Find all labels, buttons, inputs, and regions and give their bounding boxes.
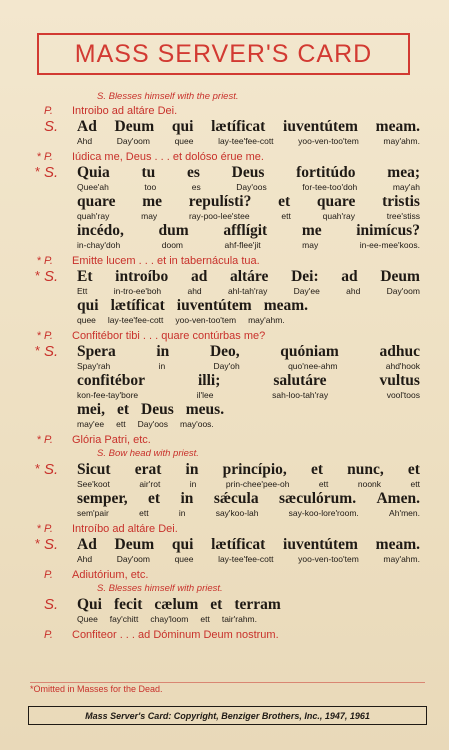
- latin-word: et: [210, 596, 223, 613]
- pronunciation-word: ahd: [187, 286, 202, 296]
- pronunciation-word: Ahd: [77, 136, 93, 146]
- latin-words: [77, 222, 420, 239]
- pronunciation-word: doom: [161, 240, 183, 250]
- pronunciation-word: ett: [116, 419, 126, 429]
- server-line: [0, 461, 449, 478]
- pronunciation-word: Day'ee: [293, 286, 320, 296]
- latin-word: cælum: [154, 596, 199, 613]
- latin-words: [77, 193, 420, 210]
- latin-word: Deum: [380, 268, 420, 285]
- omit-mark: *: [35, 164, 41, 179]
- pronunciation-line: [0, 553, 449, 565]
- pronunciation-word: quah'ray: [322, 211, 355, 221]
- latin-words: [77, 268, 420, 285]
- pronunciation-line: [0, 285, 449, 297]
- pronunciation-word: in-chay'doh: [77, 240, 121, 250]
- omit-mark: *: [37, 434, 42, 446]
- pronunciation-words: [77, 135, 420, 147]
- server-line: [0, 118, 449, 135]
- pronunciation-word: tair'rahm.: [221, 614, 257, 624]
- pronunciation-line: [0, 389, 449, 401]
- latin-word: sæculórum.: [279, 490, 357, 507]
- pronunciation-word: Ahd: [77, 554, 93, 564]
- pronunciation-word: may: [302, 240, 319, 250]
- server-label: S.: [44, 343, 59, 360]
- latin-words: [77, 461, 420, 478]
- latin-word: in: [156, 343, 170, 360]
- latin-word: in: [180, 490, 194, 507]
- card-content: [0, 90, 449, 642]
- latin-word: Deus: [141, 401, 174, 418]
- latin-word: illi;: [198, 372, 221, 389]
- latin-word: Deo,: [209, 343, 240, 360]
- priest-line: [0, 433, 449, 447]
- pronunciation-word: il'lee: [196, 390, 214, 400]
- latin-word: in: [185, 461, 199, 478]
- latin-word: salutáre: [273, 372, 327, 389]
- latin-word: terram: [234, 596, 281, 613]
- priest-label: P.: [44, 330, 53, 342]
- pronunciation-words: [77, 478, 420, 490]
- priest-text: Glória Patri, etc.: [72, 434, 151, 446]
- priest-line: [0, 628, 449, 642]
- latin-words: [77, 490, 420, 507]
- latin-word: quare: [77, 193, 116, 210]
- pronunciation-line: [0, 418, 449, 430]
- pronunciation-line: [0, 507, 449, 519]
- pronunciation-line: [0, 613, 449, 625]
- priest-label: P.: [44, 523, 53, 535]
- latin-word: et: [116, 401, 130, 418]
- latin-word: et: [310, 461, 323, 478]
- priest-line: [0, 254, 449, 268]
- pronunciation-word: for-tee-too'doh: [302, 182, 358, 192]
- pronunciation-word: Ett: [77, 286, 88, 296]
- latin-word: lætíficat: [211, 536, 266, 553]
- priest-label: P.: [44, 629, 53, 641]
- latin-word: meam.: [375, 118, 420, 135]
- pronunciation-word: yoo-ven-too'tem: [175, 315, 237, 325]
- pronunciation-word: yoo-ven-too'tem: [298, 554, 359, 564]
- pronunciation-words: [77, 285, 420, 297]
- priest-line: [0, 329, 449, 343]
- latin-word: mei,: [77, 401, 105, 418]
- pronunciation-word: tree'stiss: [386, 211, 420, 221]
- latin-word: confitébor: [77, 372, 146, 389]
- latin-words: [77, 164, 420, 181]
- latin-word: erat: [134, 461, 162, 478]
- pronunciation-words: [77, 314, 420, 326]
- pronunciation-word: quah'ray: [77, 211, 110, 221]
- latin-word: dum: [158, 222, 189, 239]
- latin-word: Ad: [77, 118, 97, 135]
- pronunciation-word: ahf-flee'jit: [224, 240, 261, 250]
- latin-word: ad: [341, 268, 358, 285]
- omit-mark: *: [37, 523, 42, 535]
- priest-label: P.: [44, 151, 53, 163]
- omit-mark: *: [35, 536, 41, 551]
- pronunciation-word: kon-fee-tay'bore: [77, 390, 139, 400]
- latin-word: me: [142, 193, 163, 210]
- priest-line: [0, 568, 449, 582]
- rubric: S. Blesses himself with priest.: [97, 583, 223, 594]
- pronunciation-word: may'ahm.: [383, 136, 420, 146]
- rubric: S. Bow head with priest.: [97, 448, 199, 459]
- server-label: S.: [44, 536, 59, 553]
- pronunciation-word: Day'oom: [386, 286, 420, 296]
- latin-word: iuventútem: [283, 118, 358, 135]
- priest-text: Emitte lucem . . . et in tabernácula tua.: [72, 255, 260, 267]
- latin-word: incédo,: [77, 222, 124, 239]
- latin-word: mea;: [387, 164, 420, 181]
- pronunciation-word: may'ahm.: [248, 315, 285, 325]
- pronunciation-line: [0, 360, 449, 372]
- pronunciation-line: [0, 181, 449, 193]
- latin-word: Deum: [114, 118, 155, 135]
- pronunciation-word: Day'oom: [116, 554, 150, 564]
- pronunciation-word: Ah'men.: [389, 508, 420, 518]
- priest-label: P.: [44, 434, 53, 446]
- latin-word: altáre: [229, 268, 269, 285]
- pronunciation-word: ett: [200, 614, 210, 624]
- server-line: [0, 490, 449, 507]
- pronunciation-word: sem'pair: [77, 508, 109, 518]
- pronunciation-word: ray-poo-lee'stee: [188, 211, 250, 221]
- pronunciation-word: Spay'rah: [77, 361, 111, 371]
- latin-words: [77, 343, 420, 360]
- pronunciation-word: may'ahm.: [383, 554, 420, 564]
- pronunciation-words: [77, 181, 420, 193]
- latin-word: Deum: [114, 536, 155, 553]
- latin-words: [77, 372, 420, 389]
- pronunciation-word: ett: [139, 508, 149, 518]
- latin-word: afflígit: [223, 222, 268, 239]
- latin-word: Quia: [77, 164, 110, 181]
- omit-mark: *: [35, 268, 41, 283]
- latin-word: meus.: [185, 401, 225, 418]
- latin-word: es: [187, 164, 200, 181]
- pronunciation-word: ahl-tah'ray: [227, 286, 268, 296]
- pronunciation-words: [77, 389, 420, 401]
- server-label: S.: [44, 268, 59, 285]
- latin-word: semper,: [77, 490, 128, 507]
- priest-text: Iúdica me, Deus . . . et dolóso érue me.: [72, 151, 264, 163]
- pronunciation-word: ahd'hook: [385, 361, 420, 371]
- server-line: [0, 343, 449, 360]
- pronunciation-words: [77, 613, 420, 625]
- pronunciation-line: [0, 239, 449, 251]
- priest-text: Introíbo ad altáre Dei.: [72, 523, 178, 535]
- pronunciation-word: in-ee-mee'koos.: [359, 240, 420, 250]
- priest-line: [0, 104, 449, 118]
- pronunciation-word: ett: [318, 479, 329, 489]
- card-title: MASS SERVER'S CARD: [74, 39, 373, 68]
- latin-word: quare: [316, 193, 356, 210]
- latin-word: Et: [77, 268, 93, 285]
- latin-word: qui: [171, 536, 194, 553]
- pronunciation-words: [77, 418, 420, 430]
- pronunciation-word: yoo-ven-too'tem: [298, 136, 359, 146]
- latin-word: lætíficat: [211, 118, 266, 135]
- pronunciation-word: lay-tee'fee-cott: [218, 554, 274, 564]
- latin-word: fortitúdo: [296, 164, 356, 181]
- pronunciation-word: may'oos.: [180, 419, 214, 429]
- server-line: [0, 536, 449, 553]
- latin-word: iuventútem: [283, 536, 358, 553]
- pronunciation-word: in-tro-ee'boh: [113, 286, 162, 296]
- server-label: S.: [44, 596, 59, 613]
- latin-word: Qui: [77, 596, 102, 613]
- pronunciation-line: [0, 135, 449, 147]
- pronunciation-words: [77, 210, 420, 222]
- pronunciation-word: lay-tee'fee-cott: [107, 315, 164, 325]
- pronunciation-word: See'koot: [77, 479, 110, 489]
- pronunciation-word: es: [191, 182, 201, 192]
- pronunciation-word: chay'loom: [150, 614, 189, 624]
- footnote: *Omitted in Masses for the Dead.: [30, 684, 163, 694]
- latin-word: fecit: [113, 596, 143, 613]
- latin-word: Deus: [231, 164, 265, 181]
- title-box: [37, 33, 410, 75]
- server-line: [0, 193, 449, 210]
- latin-words: [77, 596, 420, 613]
- rubric: S. Blesses himself with the priest.: [97, 91, 239, 102]
- latin-word: vultus: [379, 372, 420, 389]
- latin-word: ad: [190, 268, 208, 285]
- latin-word: introíbo: [115, 268, 169, 285]
- priest-text: Introibo ad altáre Dei.: [72, 105, 178, 117]
- pronunciation-word: quee: [77, 315, 96, 325]
- server-label: S.: [44, 164, 59, 181]
- footnote-divider: [30, 682, 425, 683]
- pronunciation-word: Day'oos: [137, 419, 169, 429]
- pronunciation-words: [77, 507, 420, 519]
- omit-mark: *: [37, 151, 42, 163]
- latin-word: adhuc: [379, 343, 420, 360]
- latin-word: qui: [171, 118, 194, 135]
- latin-word: princípio,: [222, 461, 287, 478]
- latin-word: Sicut: [77, 461, 111, 478]
- pronunciation-word: quo'nee-ahm: [288, 361, 338, 371]
- omit-mark: *: [37, 255, 42, 267]
- latin-word: iuventútem: [176, 297, 252, 314]
- priest-text: Confitébor tibi . . . quare contúrbas me?: [72, 330, 266, 342]
- omit-mark: *: [35, 461, 41, 476]
- pronunciation-word: prin-chee'pee-oh: [225, 479, 290, 489]
- pronunciation-word: Quee: [77, 614, 98, 624]
- pronunciation-word: ett: [410, 479, 420, 489]
- latin-word: Spera: [77, 343, 116, 360]
- pronunciation-word: too: [144, 182, 157, 192]
- copyright-text: Mass Server's Card: Copyright, Benziger Brothers, Inc., 1947, 1961: [85, 710, 370, 721]
- pronunciation-words: [77, 239, 420, 251]
- pronunciation-word: in: [189, 479, 197, 489]
- server-line: [0, 596, 449, 613]
- pronunciation-word: vool'toos: [386, 390, 420, 400]
- pronunciation-word: lay-tee'fee-cott: [218, 136, 274, 146]
- pronunciation-word: noonk: [357, 479, 382, 489]
- pronunciation-words: [77, 553, 420, 565]
- latin-word: meam.: [263, 297, 309, 314]
- priest-line: [0, 150, 449, 164]
- pronunciation-word: quee: [174, 136, 194, 146]
- latin-word: quóniam: [280, 343, 339, 360]
- pronunciation-word: Quee'ah: [77, 182, 109, 192]
- latin-word: tristis: [382, 193, 420, 210]
- server-line: [0, 297, 449, 314]
- omit-mark: *: [37, 330, 42, 342]
- priest-line: [0, 522, 449, 536]
- pronunciation-word: may'ah: [392, 182, 420, 192]
- latin-word: sǽcula: [213, 490, 259, 507]
- latin-words: [77, 297, 420, 314]
- pronunciation-line: [0, 314, 449, 326]
- pronunciation-word: Day'oos: [236, 182, 267, 192]
- pronunciation-word: fay'chitt: [109, 614, 139, 624]
- pronunciation-word: may'ee: [77, 419, 105, 429]
- latin-word: meam.: [375, 536, 420, 553]
- server-label: S.: [44, 461, 59, 478]
- latin-word: et: [278, 193, 291, 210]
- latin-word: qui: [77, 297, 99, 314]
- pronunciation-line: [0, 210, 449, 222]
- latin-word: inimícus?: [356, 222, 420, 239]
- pronunciation-word: may: [141, 211, 158, 221]
- pronunciation-word: ahd: [346, 286, 361, 296]
- latin-word: Ad: [77, 536, 97, 553]
- server-line: [0, 164, 449, 181]
- latin-word: nunc,: [347, 461, 384, 478]
- latin-word: repulísti?: [188, 193, 252, 210]
- priest-text: Adiutórium, etc.: [72, 569, 149, 581]
- server-line: [0, 372, 449, 389]
- latin-words: [77, 401, 420, 418]
- latin-words: [77, 118, 420, 135]
- pronunciation-word: air'rot: [139, 479, 161, 489]
- pronunciation-words: [77, 360, 420, 372]
- server-line: [0, 401, 449, 418]
- pronunciation-word: Day'oh: [213, 361, 240, 371]
- pronunciation-word: ett: [281, 211, 291, 221]
- latin-word: Dei:: [291, 268, 319, 285]
- latin-words: [77, 536, 420, 553]
- priest-label: P.: [44, 255, 53, 267]
- pronunciation-word: say'koo-lah: [215, 508, 259, 518]
- pronunciation-line: [0, 478, 449, 490]
- latin-word: et: [407, 461, 420, 478]
- priest-label: P.: [44, 105, 53, 117]
- latin-word: tu: [141, 164, 156, 181]
- server-line: [0, 222, 449, 239]
- pronunciation-word: in: [178, 508, 186, 518]
- copyright-box: [28, 706, 427, 725]
- pronunciation-word: in: [158, 361, 166, 371]
- pronunciation-word: sah-loo-tah'ray: [272, 390, 329, 400]
- latin-word: et: [148, 490, 161, 507]
- server-label: S.: [44, 118, 59, 135]
- server-line: [0, 268, 449, 285]
- pronunciation-word: say-koo-lore'room.: [288, 508, 359, 518]
- pronunciation-word: Day'oom: [116, 136, 150, 146]
- priest-label: P.: [44, 569, 53, 581]
- latin-word: Amen.: [376, 490, 420, 507]
- priest-text: Confiteor . . . ad Dóminum Deum nostrum.: [72, 629, 279, 641]
- latin-word: lætíficat: [110, 297, 165, 314]
- pronunciation-word: quee: [174, 554, 194, 564]
- omit-mark: *: [35, 343, 41, 358]
- latin-word: me: [301, 222, 322, 239]
